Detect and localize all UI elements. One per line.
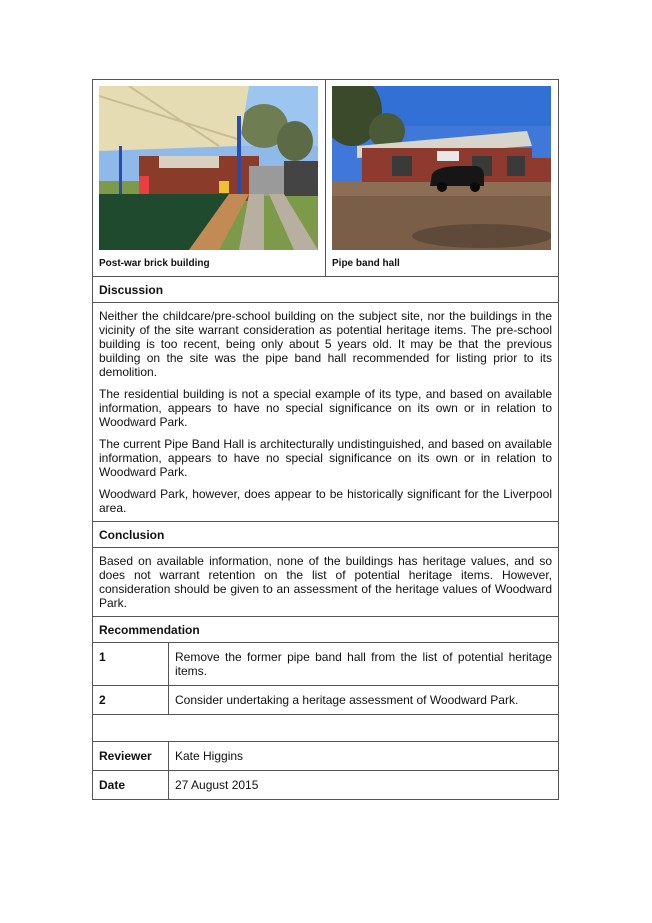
photo-cell-childcare xyxy=(93,80,325,276)
conclusion-heading: Conclusion xyxy=(93,521,558,547)
pipe-band-hall-photo-illustration xyxy=(332,86,551,250)
heritage-assessment-sheet xyxy=(92,79,559,800)
photo-caption: Pipe band hall xyxy=(332,258,400,269)
conclusion-paragraph: Based on available information, none of the buildings has heritage values, and so does not warrant retention on the list of potential heritage items. However, consideration should be given to an assessment of the heritage values of Woodward Park. xyxy=(99,554,552,610)
recommendation-number: 1 xyxy=(93,643,169,685)
conclusion-body xyxy=(93,547,558,616)
recommendation-item xyxy=(93,642,558,685)
photo-cell-pipe-band-hall xyxy=(325,80,558,276)
recommendation-text: Consider undertaking a heritage assessment of Woodward Park. xyxy=(175,693,519,707)
date-row xyxy=(93,770,558,799)
discussion-body xyxy=(93,302,558,521)
recommendation-item xyxy=(93,685,558,714)
discussion-paragraph: Neither the childcare/pre-school building on the subject site, nor the buildings in the vicinity of the site warrant consideration as potential heritage items. The pre-school building is too recent, being only about 5 years old. It may be that the previous building on the site was the pipe band hall recommended for listing prior to its demolition. xyxy=(99,309,552,379)
blank-row xyxy=(93,714,558,741)
photo-caption: Post-war brick building xyxy=(99,258,210,269)
photo-pipe-band-hall xyxy=(332,86,551,250)
reviewer-row xyxy=(93,741,558,770)
reviewer-value: Kate Higgins xyxy=(175,749,244,763)
date-value: 27 August 2015 xyxy=(175,778,259,792)
discussion-paragraph: The residential building is not a special example of its type, and based on available information, appears to have no special significance on its own or in relation to Woodward Park. xyxy=(99,387,552,429)
photo-post-war-brick-building xyxy=(99,86,318,250)
recommendation-heading: Recommendation xyxy=(93,616,558,642)
discussion-paragraph: The current Pipe Band Hall is architecturally undistinguished, and based on available information, appears to have no special significance on its own or in relation to Woodward Park. xyxy=(99,437,552,479)
reviewer-label: Reviewer xyxy=(93,742,169,770)
childcare-photo-illustration xyxy=(99,86,318,250)
recommendation-number: 2 xyxy=(93,686,169,714)
recommendation-text: Remove the former pipe band hall from the list of potential heritage items. xyxy=(175,650,552,678)
discussion-paragraph: Woodward Park, however, does appear to be historically significant for the Liverpool area. xyxy=(99,487,552,515)
photo-row xyxy=(93,80,558,276)
discussion-heading: Discussion xyxy=(93,276,558,302)
date-label: Date xyxy=(93,771,169,799)
